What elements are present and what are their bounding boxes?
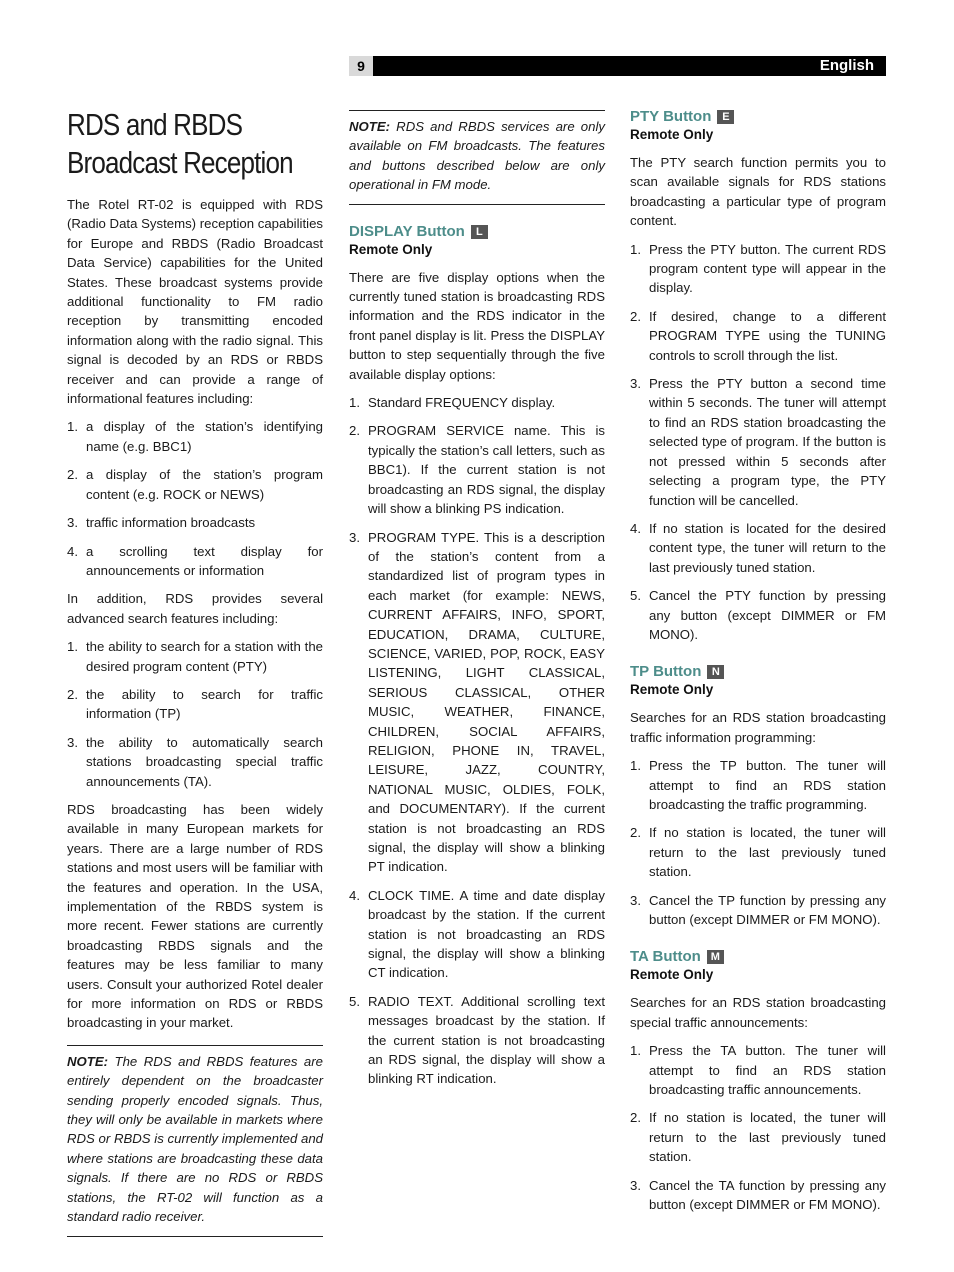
remote-only-label: Remote Only (630, 967, 714, 983)
language-label: English (819, 57, 874, 74)
intro-paragraph: The Rotel RT-02 is equipped with RDS (Radio Data Systems) reception capabilities for Europe and RBDS (Radio Broadcast Data Service) capabilities for the United States. These broadcast systems provide additional functionality to FM radio reception by transmitting encoded information along with the radio signal. This signal is decoded by an RDS or RBDS receiver and can provide a range of informational features including: (67, 197, 323, 407)
page-title-line2: Broadcast Reception (67, 145, 293, 180)
note-text: The RDS and RBDS features are entirely dependent on the broadcaster sending properly encoded signals. Thus, they will only be available in markets where RDS or RBDS is currently implemented and where stations are broadcasting these data signals. If there are no RDS or RBDS stations, the RT-02 will function as a standard radio receiver. (67, 1053, 323, 1225)
note-label: NOTE: (349, 119, 391, 134)
list-item: 5. Cancel the PTY function by pressing any button (except DIMMER or FM MONO). (630, 588, 886, 642)
note-label: NOTE: (67, 1053, 109, 1069)
pty-button-heading: PTY Button E (630, 108, 886, 126)
note-text: RDS and RBDS services are only available on FM broadcasts. The features and buttons described below are only operational in FM mode. (349, 119, 605, 193)
list-item: 1. a display of the station’s identifying name (e.g. BBC1) (67, 419, 323, 454)
remote-only-label: Remote Only (349, 241, 433, 257)
display-intro: There are five display options when the currently tuned station is broadcasting RDS information and the RDS indicator in the front panel display is lit. Press the DISPLAY button to step sequentially through the five available display options: (349, 269, 605, 382)
list-item: 3. Press the PTY button a second time within 5 seconds. The tuner will attempt to find an RDS station broadcasting the selected type of program. If the button is not pressed within 5 seconds after selecting a program type, the PTY function will be cancelled. (630, 376, 886, 508)
page-title (67, 106, 293, 182)
button-key-badge: E (717, 110, 734, 124)
ta-button-heading: TA Button M (630, 948, 886, 966)
search-feature-list (67, 637, 323, 791)
list-item: 2. If no station is located, the tuner will return to the last previously tuned station. (630, 825, 886, 880)
list-item: 3. traffic information broadcasts (67, 515, 256, 531)
remote-only-label: Remote Only (630, 682, 714, 698)
list-item: 3. PROGRAM TYPE. This is a description of the station’s content from a standardized list of program types in each market (for example: NEWS, CURRENT AFFAIRS, INFO, SPORT, EDUCATION, DRAMA, CULTURE, SCIENCE, VARIED, POP, ROCK, EASY LISTENING, LIGHT CLASSICAL, SERIOUS CLASSICAL, OTHER MUSIC, WEATHER, FINANCE, CHILDREN, SOCIAL AFFAIRS, RELIGION, PHONE IN, TRAVEL, LEISURE, JAZZ, COUNTRY, NATIONAL MUSIC, OLDIES, FOLK, and DOCUMENTARY). If the current station is not broadcasting an RDS signal, the display will show a blinking PT indication. (349, 529, 605, 875)
pty-intro: The PTY search function permits you to scan available signals for RDS stations broadcasting a particular type of program content. (630, 155, 886, 229)
list-item: 5. RADIO TEXT. Additional scrolling text messages broadcast by the station. If the current station is not broadcasting an RDS signal, the display will show a blinking RT indication. (349, 993, 605, 1087)
list-item: 2. If desired, change to a different PROGRAM TYPE using the TUNING controls to scroll through the list. (630, 308, 886, 363)
list-item: 4. CLOCK TIME. A time and date display broadcast by the station. If the current station is not broadcasting an RDS signal, the display will show a blinking CT indication. (349, 887, 605, 981)
addition-paragraph: In addition, RDS provides several advanced search features including: (67, 591, 323, 626)
tp-steps-list (630, 756, 886, 929)
pty-steps-list (630, 240, 886, 645)
button-key-badge: L (471, 225, 488, 239)
column-2 (349, 110, 605, 1089)
display-button-heading: DISPLAY Button L (349, 223, 605, 241)
list-item: 1. the ability to search for a station with the desired program content (PTY) (67, 639, 323, 674)
list-item: 2. a display of the station’s program content (e.g. ROCK or NEWS) (67, 467, 323, 502)
ta-intro: Searches for an RDS station broadcasting special traffic announcements: (630, 995, 886, 1030)
page-title-line1: RDS and RBDS (67, 107, 243, 142)
button-key-badge: N (707, 665, 724, 679)
header-bar (349, 56, 886, 76)
list-item: 3. the ability to automatically search stations broadcasting special traffic announcements (TA). (67, 734, 323, 789)
column-1 (67, 195, 323, 1237)
tp-button-heading: TP Button N (630, 663, 886, 681)
note-box (67, 1045, 323, 1237)
list-item: 1. Standard FREQUENCY display. (349, 395, 556, 411)
ta-steps-list (630, 1041, 886, 1214)
button-key-badge: M (707, 950, 724, 964)
list-item: 2. the ability to search for traffic information (TP) (67, 686, 323, 722)
display-options-list (349, 393, 605, 1089)
list-item: 1. Press the TP button. The tuner will attempt to find an RDS station broadcasting the traffic programming. (630, 758, 886, 812)
list-item: 1. Press the PTY button. The current RDS program content type will appear in the display. (630, 241, 886, 296)
remote-only-label: Remote Only (630, 127, 714, 142)
list-item: 4. a scrolling text display for announcements or information (67, 543, 323, 578)
note-box (349, 110, 605, 205)
page-number: 9 (349, 56, 373, 76)
list-item: 3. Cancel the TP function by pressing any button (except DIMMER or FM MONO). (630, 892, 886, 927)
list-item: 1. Press the TA button. The tuner will attempt to find an RDS station broadcasting traffic announcements. (630, 1043, 886, 1098)
list-item: 4. If no station is located for the desired content type, the tuner will return to the last previously tuned station. (630, 520, 886, 575)
column-3 (630, 108, 886, 1214)
feature-list (67, 417, 323, 580)
history-paragraph: RDS broadcasting has been widely available in many European markets for years. There are a large number of RDS stations and most users will be familiar with the features and operation. In the USA, implementation of the RBDS system is more recent. Fewer stations are currently broadcasting RBDS signals and the features may be less familiar to many users. Consult your authorized Rotel dealer for more information on RDS or RBDS broadcasting in your market. (67, 801, 323, 1031)
list-item: 2. PROGRAM SERVICE name. This is typically the station’s call letters, such as BBC1). If the current station is not broadcasting an RDS signal, the display will show a blinking PS indication. (349, 423, 605, 517)
list-item: 3. Cancel the TA function by pressing any button (except DIMMER or FM MONO). (630, 1177, 886, 1213)
list-item: 2. If no station is located, the tuner will return to the last previously tuned station. (630, 1110, 886, 1165)
tp-intro: Searches for an RDS station broadcasting traffic information programming: (630, 710, 886, 745)
